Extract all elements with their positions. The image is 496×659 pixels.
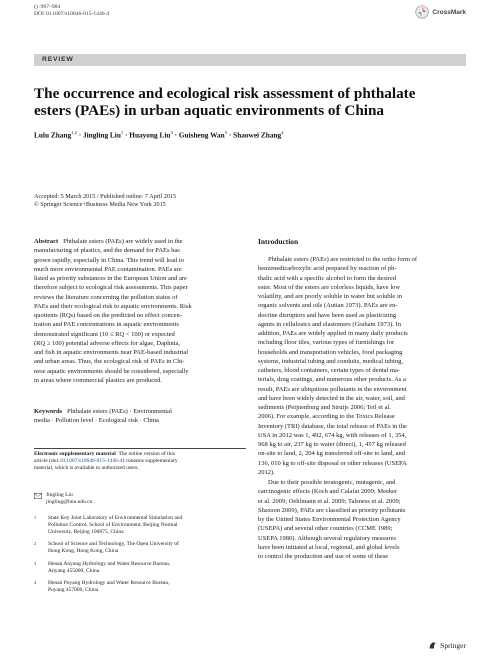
affiliation-number: 2 bbox=[34, 541, 37, 546]
esm-text: article (doi: bbox=[34, 458, 60, 465]
author-separator: · bbox=[172, 130, 179, 140]
affiliation-line: School of Science and Technology, The Open University of bbox=[48, 541, 179, 547]
keywords-heading: Keywords bbox=[34, 408, 63, 415]
intro-line: addition, PAEs are widely applied in many daily products bbox=[258, 330, 408, 337]
crossmark-label: CrossMark bbox=[432, 8, 466, 16]
introduction-paragraph-2 bbox=[258, 478, 470, 561]
intro-line: on-site to land, 2, 204 kg transferred off-site to land, and bbox=[258, 450, 405, 458]
abstract-line: reviews the literature concerning the pollution status of bbox=[34, 293, 178, 301]
intro-line: Shaxson 2009), PAEs are classified as priority pollutants bbox=[258, 506, 406, 514]
abstract-line: nese aquatic environments should be considered, especially bbox=[34, 367, 189, 375]
springer-horse-icon bbox=[428, 641, 437, 650]
intro-line: et al. 2009; Oehlmann et al. 2009; Talsness et al. 2009; bbox=[258, 497, 401, 505]
affiliation-line: State Key Joint Laboratory of Environmental Simulation and bbox=[48, 515, 183, 521]
publication-dates bbox=[34, 193, 176, 210]
correspondence bbox=[34, 492, 92, 506]
abstract bbox=[34, 237, 246, 385]
author-name[interactable]: Lulu Zhang bbox=[34, 130, 72, 140]
affiliation-number: 4 bbox=[34, 580, 37, 585]
affiliation-line: Puyang 457000, China bbox=[48, 587, 99, 594]
abstract-line: quotients (RQs) based on the predicted no effect concen- bbox=[34, 312, 182, 319]
abstract-line: PAEs and their ecological risk to aquatic environments. Risk bbox=[34, 302, 192, 310]
intro-line: systems, industrial tubing and conduits, medical tubing, bbox=[258, 357, 403, 365]
intro-line: households and transportation vehicles, food packaging bbox=[258, 348, 403, 356]
intro-line: 2012). bbox=[258, 468, 275, 476]
author-separator: · bbox=[76, 130, 83, 140]
abstract-line: demonstrated significant (10 ≤ RQ < 100) or expected bbox=[34, 330, 175, 338]
footnote-divider bbox=[34, 448, 246, 449]
intro-line: 136, 010 kg to off-site disposal or other releases (USEPA bbox=[258, 459, 407, 467]
publisher-mark bbox=[428, 641, 466, 650]
keywords-line: media · Pollution level · Ecological risk · China bbox=[34, 417, 159, 425]
esm-text: material, which is available to authorized users. bbox=[34, 465, 139, 472]
intro-line: volatility, and are poorly soluble in water but soluble in bbox=[258, 293, 402, 300]
affiliation-number: 1 bbox=[34, 515, 37, 520]
envelope-icon bbox=[34, 493, 42, 499]
author-affiliation-ref: 4 bbox=[281, 130, 284, 135]
introduction-heading: Introduction bbox=[258, 237, 299, 246]
corresponding-author-email[interactable]: jingling@bnu.edu.cn bbox=[46, 499, 93, 506]
keywords-line: Phthalate esters (PAEs) · Environmental bbox=[67, 408, 172, 415]
esm-doi-link[interactable]: 10.1007/s10646-015-1446-4 bbox=[59, 458, 123, 465]
abstract-line: manufacturing of plastics, and the demand for PAEs has bbox=[34, 247, 180, 255]
esm-text: The online version of this bbox=[118, 451, 176, 457]
intro-line: sediments (Peijnenburg and Struijs 2006; Teil et al. bbox=[258, 404, 391, 411]
abstract-line: listed as priority substances in the European Union and are bbox=[34, 275, 187, 282]
author-affiliation-ref: 3 bbox=[224, 130, 228, 135]
intro-line: Due to their possible teratogenic, mutagenic, and bbox=[268, 479, 396, 486]
corresponding-author-name: Jingling Liu bbox=[46, 492, 73, 498]
intro-line: by the United States Environmental Protection Agency bbox=[258, 516, 401, 523]
keywords bbox=[34, 407, 246, 426]
intro-line: ester. Most of the esters are colorless liquids, have low bbox=[258, 283, 401, 291]
author-separator: · bbox=[227, 130, 234, 140]
affiliation bbox=[34, 580, 246, 594]
doi: DOI 10.1007/s10646-015-1446-4 bbox=[34, 11, 110, 17]
author-affiliation-ref: 3 bbox=[170, 130, 173, 135]
abstract-line: (RQ ≥ 100) potential adverse effects for algae, Daphnia, bbox=[34, 339, 181, 347]
intro-line: carcinogenic effects (Koch and Calafat 2009; Meeker bbox=[258, 488, 398, 496]
abstract-line: much more environmental PAE contamination. PAEs are bbox=[34, 265, 182, 273]
abstract-line: and fish in aquatic environments near PAE-based industrial bbox=[34, 349, 189, 356]
intro-line: thalic acid with a specific alcohol to form the desired bbox=[258, 274, 397, 282]
affiliation-line: Henan Anyang Hydrology and Water Resource Bureau, bbox=[48, 561, 171, 567]
intro-line: Inventory (TRI) database, the total release of PAEs in the bbox=[258, 422, 407, 430]
article-type-label: REVIEW bbox=[34, 54, 466, 66]
intro-line: benzenedicarboxylic acid prepared by reaction of ph- bbox=[258, 265, 397, 273]
abstract-line: therefore subject to ecological risk assessments. This paper bbox=[34, 284, 188, 292]
introduction-paragraph-1 bbox=[258, 255, 470, 477]
author-affiliation-ref: 1,2 bbox=[71, 130, 77, 135]
crossmark-icon bbox=[415, 5, 429, 19]
author-affiliation-ref: 1 bbox=[120, 130, 124, 135]
abstract-heading: Abstract bbox=[34, 238, 59, 245]
intro-line: 2006). For example, according to the Toxics Release bbox=[258, 413, 395, 421]
intro-line: terials, drug coatings, and numerous other products. As a bbox=[258, 376, 406, 384]
affiliation-line: Henan Puyang Hydrology and Water Resource Bureau, bbox=[48, 580, 170, 586]
accepted-published-dates: Accepted: 5 March 2015 / Published online: 7 April 2015 bbox=[34, 193, 177, 200]
intro-line: (USEPA) and several other countries (CCME 1989; bbox=[258, 525, 393, 533]
abstract-line: grown rapidly, especially in China. This trend will lead to bbox=[34, 256, 184, 264]
abstract-line: tration and PAE concentrations in aquatic environments bbox=[34, 321, 179, 329]
author-name[interactable]: Guisheng Wan bbox=[178, 130, 225, 140]
author-name[interactable]: Jingling Liu bbox=[82, 130, 121, 140]
crossmark-badge[interactable] bbox=[415, 5, 466, 19]
intro-line: including floor tiles, various types of furnishings for bbox=[258, 339, 395, 347]
intro-line: USEPA 1980). Although several regulatory measures bbox=[258, 534, 397, 542]
author-name[interactable]: Huayong Liu bbox=[129, 130, 171, 140]
intro-line: to control the production and use of some of these bbox=[258, 553, 389, 560]
affiliation bbox=[34, 561, 246, 575]
journal-volume-pages: () :967–984 bbox=[34, 4, 61, 10]
abstract-line: and urban areas. Thus, the ecological risk of PAEs in Chi- bbox=[34, 358, 185, 366]
intro-line: catheters, blood containers, certain types of dental ma- bbox=[258, 367, 401, 374]
affiliation-number: 3 bbox=[34, 561, 37, 566]
publisher-name: Springer bbox=[440, 641, 466, 650]
copyright-line: © Springer Science+Business Media New York 2015 bbox=[34, 201, 166, 209]
abstract-line: in areas where commercial plastics are produced. bbox=[34, 376, 162, 384]
abstract-line: Phthalate esters (PAEs) are widely used in the bbox=[63, 238, 183, 245]
intro-line: organic solvents and oils (Autian 1973). PAEs are en- bbox=[258, 302, 398, 310]
intro-line: USA in 2012 was 1, 492, 674 kg, with releases of 1, 354, bbox=[258, 431, 407, 439]
affiliation-line: University, Beijing 100875, China bbox=[48, 529, 124, 536]
affiliation bbox=[34, 541, 246, 555]
esm-heading: Electronic supplementary material bbox=[34, 451, 116, 457]
intro-line: have been initiated at local, regional, and global levels bbox=[258, 543, 400, 551]
author-name[interactable]: Shaowei Zhang bbox=[233, 130, 282, 140]
intro-line: 968 kg to air, 237 kg to water (direct), 1, 457 kg released bbox=[258, 441, 406, 448]
intro-line: docrine disruptors and have been used as plasticizing bbox=[258, 311, 397, 319]
author-separator: · bbox=[123, 130, 130, 140]
esm-text: ) contains supplementary bbox=[122, 458, 178, 465]
supplementary-note bbox=[34, 451, 246, 472]
intro-line: Phthalate esters (PAEs) are restricted to the ortho form of bbox=[268, 256, 418, 263]
affiliation-line: Anyang 455000, China bbox=[48, 568, 100, 575]
author-list bbox=[34, 130, 474, 139]
article-title: The occurrence and ecological risk assessment of phthalate esters (PAEs) in urban aquatic environments of China bbox=[34, 85, 416, 119]
affiliation bbox=[34, 515, 246, 536]
affiliation-line: Pollution Control, School of Environment, Beijing Normal bbox=[48, 522, 178, 529]
affiliation-line: Hong Kong, Hong Kong, China bbox=[48, 548, 119, 555]
intro-line: agents in cellulosics and elastomers (Graham 1973). In bbox=[258, 320, 401, 328]
intro-line: and have been widely detected in the air, water, soil, and bbox=[258, 394, 405, 402]
intro-line: result, PAEs are ubiquitous pollutants in the environment bbox=[258, 385, 407, 393]
